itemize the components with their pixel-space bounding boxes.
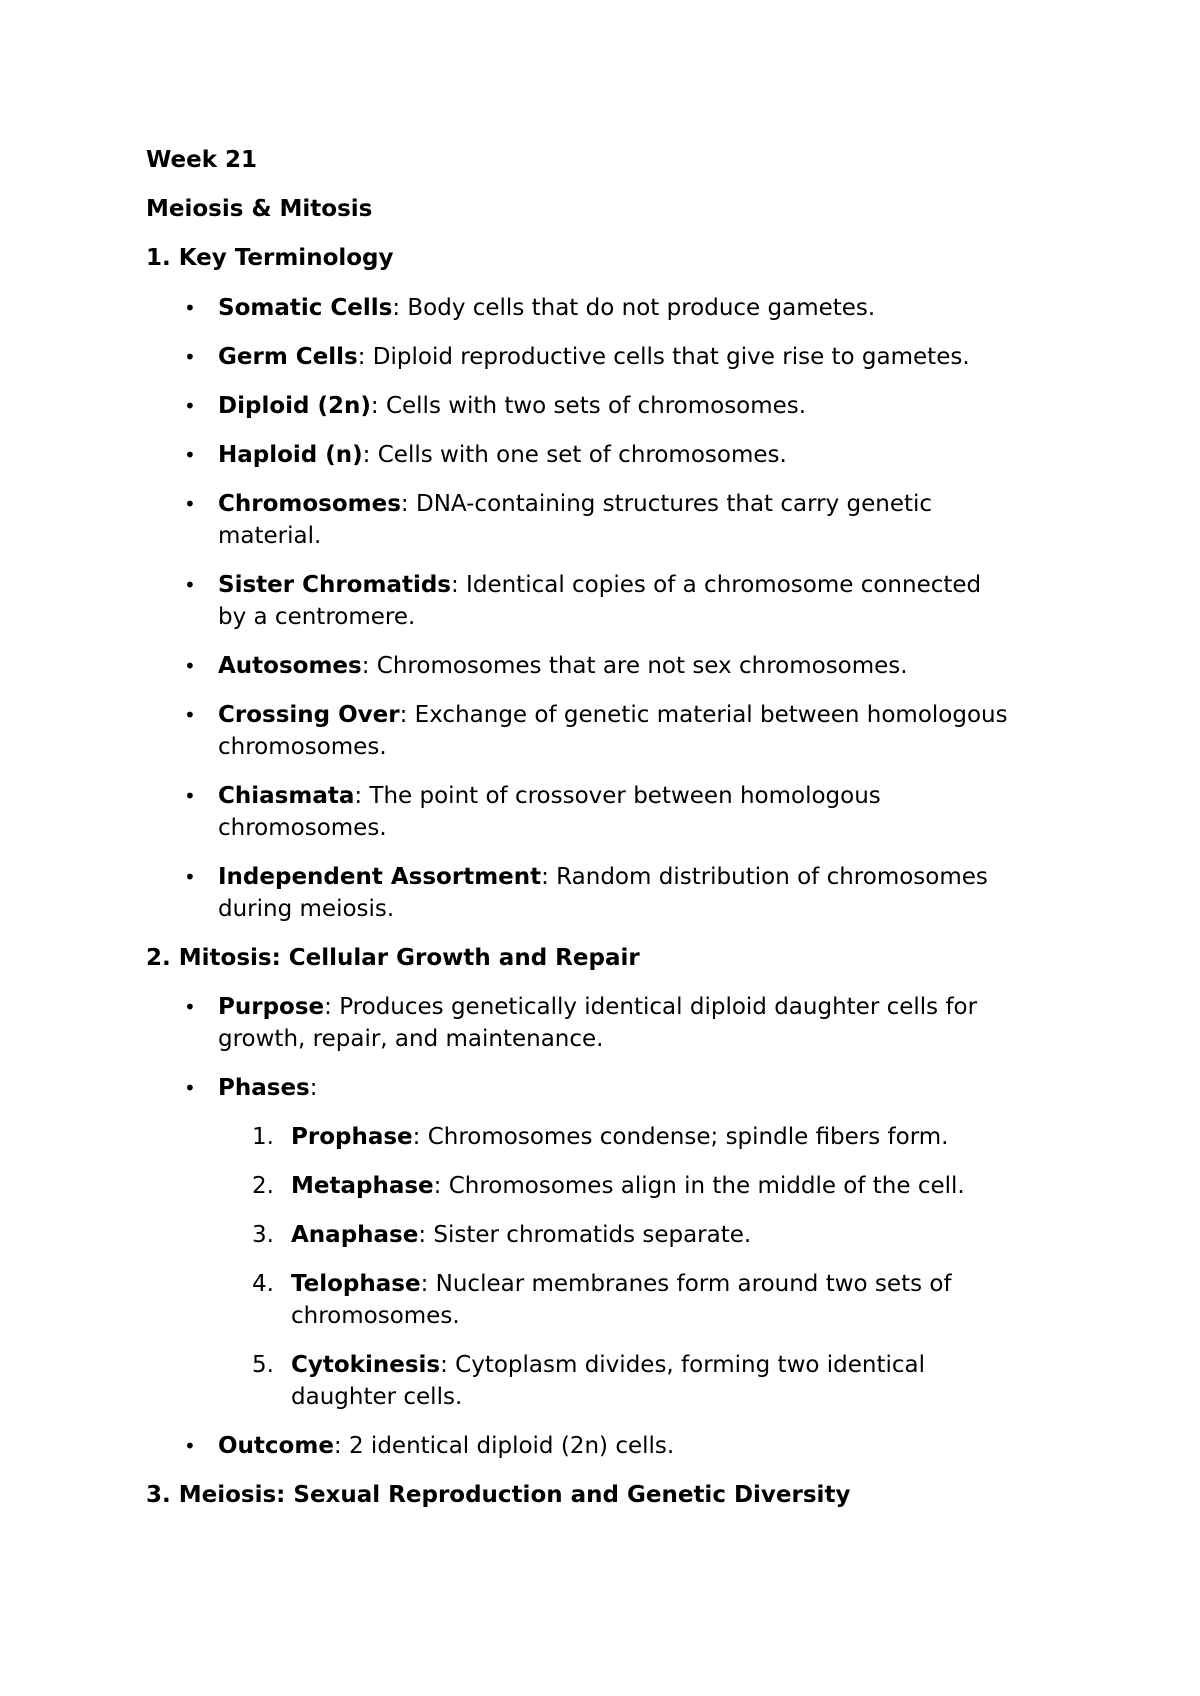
term: Metaphase [291,1173,434,1199]
list-number: 4. [252,1271,274,1297]
definition: : Cytoplasm divides, forming two identical [440,1352,926,1378]
term: Outcome [218,1433,334,1459]
bullet: • [184,443,196,467]
definition: : DNA-containing structures that carry genetic [400,491,933,517]
definition: : 2 identical diploid (2n) cells. [333,1433,675,1459]
term: Independent Assortment [218,864,542,890]
section-3-heading: 3. Meiosis: Sexual Reproduction and Genetic Diversity [146,1482,851,1508]
term: Telophase [291,1271,421,1297]
term: Prophase [291,1124,413,1150]
definition-continued: during meiosis. [218,896,395,922]
bullet: • [184,394,196,418]
list-item [218,390,806,422]
definition: : Produces genetically identical diploid daughter cells for [324,994,978,1020]
list-item [218,1430,674,1462]
term: Germ Cells [218,344,358,370]
term: Sister Chromatids [218,572,451,598]
definition-continued: chromosomes. [218,815,387,841]
bullet: • [184,573,196,597]
term: Chromosomes [218,491,401,517]
term: Purpose [218,994,325,1020]
term: Haploid (n) [218,442,363,468]
term: Autosomes [218,653,362,679]
list-item [218,488,932,520]
bullet: • [184,865,196,889]
definition-continued: material. [218,523,322,549]
list-item [291,1170,965,1202]
definition: : Sister chromatids separate. [418,1222,752,1248]
definition: : Identical copies of a chromosome connected [451,572,982,598]
definition: : [309,1075,318,1101]
bullet: • [184,703,196,727]
bullet: • [184,784,196,808]
definition: : Random distribution of chromosomes [541,864,988,890]
term: Anaphase [291,1222,419,1248]
bullet: • [184,1076,196,1100]
term: Somatic Cells [218,295,393,321]
list-item [291,1268,952,1300]
bullet: • [184,1434,196,1458]
list-item [218,1072,317,1104]
term: Diploid (2n) [218,393,371,419]
bullet: • [184,296,196,320]
list-number: 2. [252,1173,274,1199]
definition: : Body cells that do not produce gametes. [392,295,876,321]
bullet: • [184,654,196,678]
section-1-heading: 1. Key Terminology [146,245,394,271]
term: Cytokinesis [291,1352,441,1378]
bullet: • [184,492,196,516]
definition-continued: by a centromere. [218,604,416,630]
list-item [218,341,970,373]
definition-continued: growth, repair, and maintenance. [218,1026,604,1052]
list-item [291,1349,925,1381]
definition: : Chromosomes condense; spindle fibers form. [412,1124,949,1150]
definition: : Cells with two sets of chromosomes. [370,393,807,419]
definition-continued: daughter cells. [291,1384,463,1410]
list-item [218,569,981,601]
list-number: 1. [252,1124,274,1150]
definition: : Cells with one set of chromosomes. [362,442,787,468]
list-item [218,292,875,324]
definition: : Nuclear membranes form around two sets of [420,1271,952,1297]
list-item [291,1121,949,1153]
definition: : Chromosomes that are not sex chromosomes. [361,653,908,679]
definition: : Diploid reproductive cells that give rise to gametes. [357,344,970,370]
section-2-heading: 2. Mitosis: Cellular Growth and Repair [146,945,640,971]
week-label: Week 21 [146,147,258,173]
list-item [291,1219,751,1251]
term: Phases [218,1075,310,1101]
term: Chiasmata [218,783,355,809]
list-item [218,861,988,893]
list-item [218,699,1008,731]
list-number: 3. [252,1222,274,1248]
list-item [218,439,787,471]
definition-continued: chromosomes. [218,734,387,760]
definition: : Exchange of genetic material between homologous [399,702,1008,728]
list-item [218,650,908,682]
bullet: • [184,345,196,369]
definition: : The point of crossover between homologous [354,783,881,809]
list-number: 5. [252,1352,274,1378]
bullet: • [184,995,196,1019]
list-item [218,991,977,1023]
list-item [218,780,881,812]
document-title: Meiosis & Mitosis [146,196,373,222]
term: Crossing Over [218,702,400,728]
definition-continued: chromosomes. [291,1303,460,1329]
definition: : Chromosomes align in the middle of the cell. [433,1173,965,1199]
